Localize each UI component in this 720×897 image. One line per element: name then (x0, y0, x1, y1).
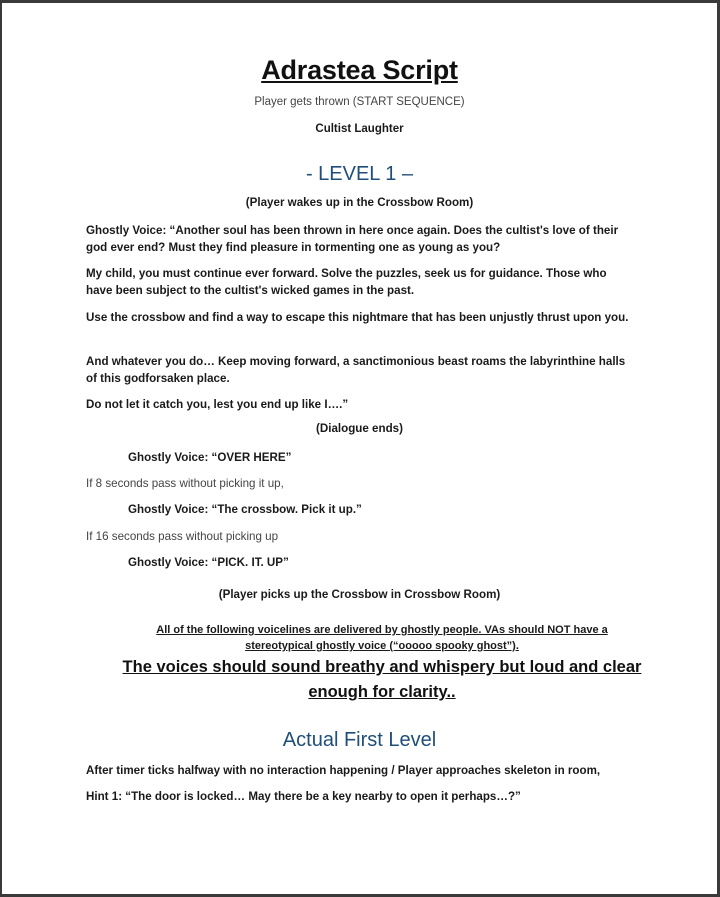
ghost-closing-line: Do not let it catch you, lest you end up like I….” (86, 398, 349, 411)
line-over-here: Ghostly Voice: “OVER HERE” (128, 451, 292, 464)
stage-direction-wake: (Player wakes up in the Crossbow Room) (245, 196, 474, 209)
hint-trigger-condition: After timer ticks halfway with no interaction happening / Player approaches skeleton in room, (86, 764, 601, 777)
ghost-intro-paragraph: Ghostly Voice: “Another soul has been thrown in here once again. Does the cultist's love of their god ever end? Must they find pleasure in tormenting one as young as you? (86, 224, 619, 254)
line-pick-it-up: Ghostly Voice: “The crossbow. Pick it up.” (128, 503, 362, 516)
start-sequence-note: Player gets thrown (START SEQUENCE) (254, 96, 465, 108)
cultist-laughter-sfx: Cultist Laughter (315, 123, 404, 135)
actual-first-level-heading: Actual First Level (282, 729, 437, 751)
line-pick-caps: Ghostly Voice: “PICK. IT. UP” (128, 556, 289, 569)
dialogue-ends-direction: (Dialogue ends) (316, 422, 403, 435)
voice-direction-emphasis: The voices should sound breathy and whispery but loud and clear enough for clarity.. (122, 658, 642, 701)
condition-16-seconds: If 16 seconds pass without picking up (86, 530, 279, 543)
condition-8-seconds: If 8 seconds pass without picking it up, (86, 477, 284, 490)
document-page (2, 3, 717, 894)
level-1-heading: - LEVEL 1 – (305, 163, 414, 185)
beast-warning-paragraph: And whatever you do… Keep moving forward, a sanctimonious beast roams the labyrinthine halls of this godforsaken place. (86, 355, 626, 385)
voice-direction-note: All of the following voicelines are delivered by ghostly people. VAs should NOT have a stereotypical ghostly voice (“ooooo spooky ghost”). (156, 624, 608, 652)
hint-1-line: Hint 1: “The door is locked… May there be a key nearby to open it perhaps…?” (86, 790, 521, 803)
document-title: Adrastea Script (261, 55, 458, 85)
ghost-guidance-paragraph: My child, you must continue ever forward. Solve the puzzles, seek us for guidance. Those who have been subject to the cultist's wicked games in the past. (86, 267, 607, 297)
stage-direction-pickup: (Player picks up the Crossbow in Crossbow Room) (218, 588, 501, 601)
crossbow-paragraph: Use the crossbow and find a way to escape this nightmare that has been unjustly thrust upon you. (86, 311, 629, 324)
